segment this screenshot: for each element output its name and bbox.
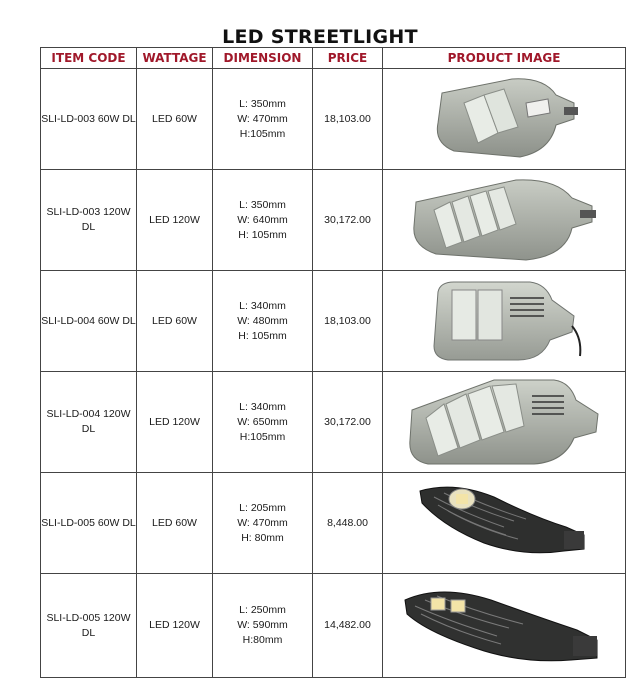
price-cell: 30,172.00 — [313, 170, 383, 271]
dimension-width: W: 650mm — [237, 415, 288, 428]
item-code-cell: SLI-LD-003 60W DL — [41, 69, 137, 170]
dimension-height: H: 80mm — [241, 531, 284, 544]
table-header-row — [41, 48, 626, 69]
table-row — [41, 372, 626, 473]
dimension-cell — [213, 271, 313, 372]
dimension-cell — [213, 170, 313, 271]
streetlight-003-120w-image — [406, 172, 602, 268]
dimension-length: L: 205mm — [239, 501, 286, 514]
dimension-length: L: 250mm — [239, 604, 286, 616]
streetlight-005-120w-image — [401, 578, 607, 674]
item-code-cell: SLI-LD-004 120W DL — [41, 372, 137, 473]
table-row — [41, 574, 626, 678]
dimension-height: H: 105mm — [238, 329, 287, 342]
dimension-height: H:105mm — [239, 430, 286, 443]
dimension-height: H: 105mm — [238, 228, 287, 241]
table-row — [41, 170, 626, 271]
wattage-cell: LED 120W — [137, 574, 213, 678]
dimension-height: H:80mm — [242, 634, 283, 646]
streetlight-004-60w-image — [426, 276, 582, 366]
header-item-code: ITEM CODE — [41, 48, 137, 69]
wattage-cell: LED 120W — [137, 372, 213, 473]
dimension-width: W: 590mm — [237, 619, 288, 631]
streetlight-004-120w-image — [404, 374, 604, 470]
product-image-cell — [383, 69, 626, 170]
product-image-cell — [383, 170, 626, 271]
price-cell: 18,103.00 — [313, 69, 383, 170]
header-wattage: WATTAGE — [137, 48, 213, 69]
item-code-cell: SLI-LD-005 60W DL — [41, 473, 137, 574]
page-title: LED STREETLIGHT — [222, 26, 418, 48]
wattage-cell: LED 60W — [137, 473, 213, 574]
wattage-cell: LED 60W — [137, 271, 213, 372]
dimension-width: W: 470mm — [237, 112, 288, 125]
dimension-length: L: 350mm — [239, 97, 286, 110]
product-image-cell — [383, 473, 626, 574]
header-dimension: DIMENSION — [213, 48, 313, 69]
price-cell: 30,172.00 — [313, 372, 383, 473]
table-row — [41, 69, 626, 170]
dimension-cell — [213, 69, 313, 170]
price-cell: 18,103.00 — [313, 271, 383, 372]
dimension-height: H:105mm — [239, 127, 286, 140]
product-image-cell — [383, 574, 626, 678]
dimension-cell — [213, 372, 313, 473]
header-product-image: PRODUCT IMAGE — [383, 48, 626, 69]
item-code-cell: SLI-LD-005 120W DL — [41, 574, 137, 678]
dimension-width: W: 640mm — [237, 213, 288, 226]
dimension-length: L: 340mm — [239, 299, 286, 312]
table-row — [41, 271, 626, 372]
product-image-cell — [383, 271, 626, 372]
header-price: PRICE — [313, 48, 383, 69]
price-cell: 8,448.00 — [313, 473, 383, 574]
item-code-cell: SLI-LD-003 120W DL — [41, 170, 137, 271]
dimension-length: L: 350mm — [239, 198, 286, 211]
wattage-cell: LED 120W — [137, 170, 213, 271]
item-code-cell: SLI-LD-004 60W DL — [41, 271, 137, 372]
wattage-cell: LED 60W — [137, 69, 213, 170]
streetlight-005-60w-image — [414, 479, 594, 567]
dimension-length: L: 340mm — [239, 400, 286, 413]
dimension-cell — [213, 574, 313, 678]
product-table — [40, 47, 626, 678]
streetlight-003-60w-image — [424, 73, 584, 165]
dimension-width: W: 470mm — [237, 516, 288, 529]
table-row — [41, 473, 626, 574]
dimension-width: W: 480mm — [237, 314, 288, 327]
dimension-cell — [213, 473, 313, 574]
product-image-cell — [383, 372, 626, 473]
price-cell: 14,482.00 — [313, 574, 383, 678]
